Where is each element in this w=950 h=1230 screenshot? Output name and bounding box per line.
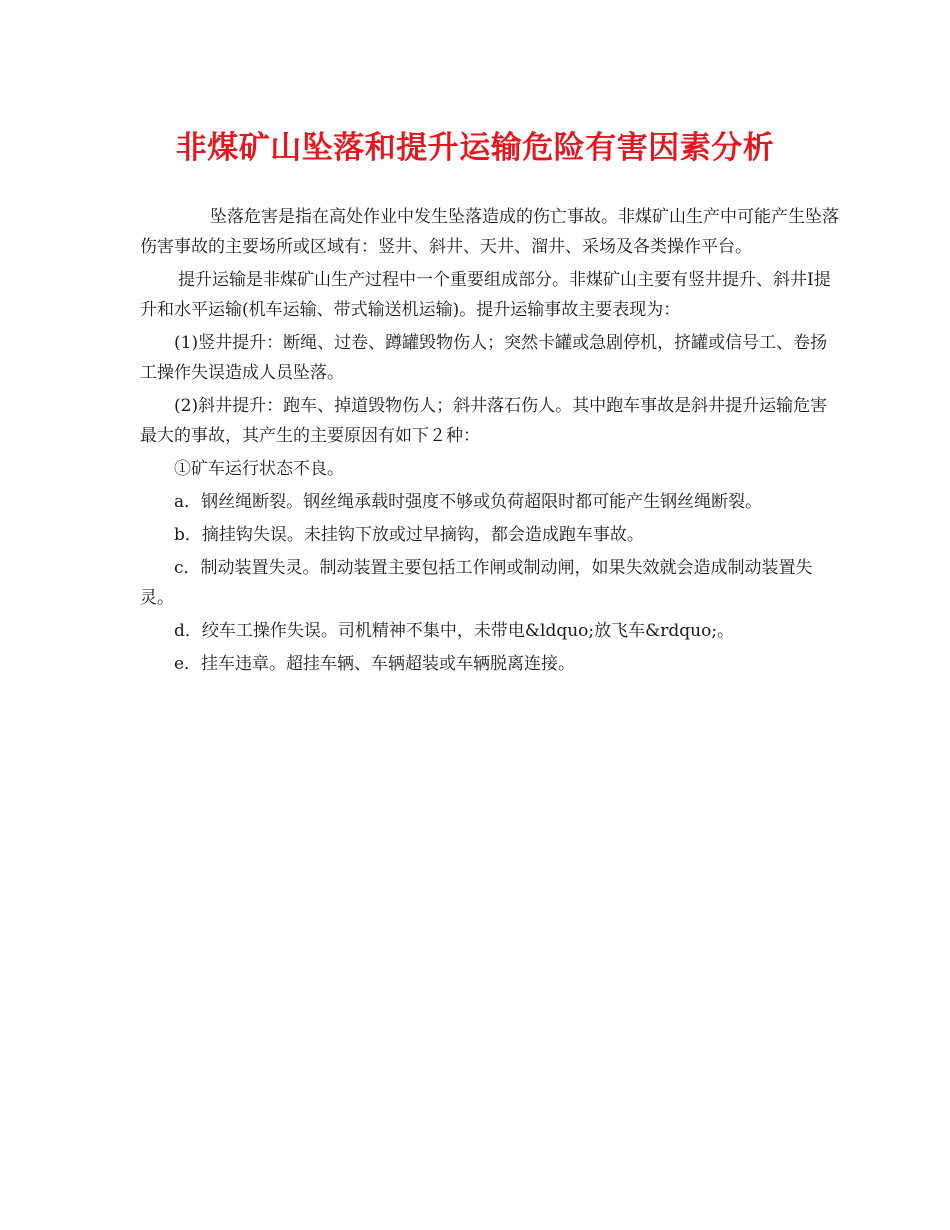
paragraph-hoisting-transport: 提升运输是非煤矿山生产过程中一个重要组成部分。非煤矿山主要有竖井提升、斜井Ⅰ提升和水平运输(机车运输、带式输送机运输)。提升运输事故主要表现为：: [140, 270, 831, 320]
paragraph-item-e: e．挂车违章。超挂车辆、车辆超装或车辆脱离连接。: [174, 654, 576, 674]
paragraph-cause-1: ①矿车运行状态不良。: [174, 459, 344, 479]
paragraph-incline-hoisting: (2)斜井提升：跑车、掉道毁物伤人；斜井落石伤人。其中跑车事故是斜井提升运输危害最大的事故，其产生的主要原因有如下２种：: [140, 396, 828, 446]
paragraph-item-c: c．制动装置失灵。制动装置主要包括工作闸或制动闸，如果失效就会造成制动装置失灵。: [140, 558, 813, 608]
paragraph-shaft-hoisting: (1)竖井提升：断绳、过卷、蹲罐毁物伤人；突然卡罐或急剧停机，挤罐或信号工、卷扬工操作失误造成人员坠落。: [140, 333, 828, 383]
document-body: [140, 202, 840, 682]
paragraph-item-a: a．钢丝绳断裂。钢丝绳承载时强度不够或负荷超限时都可能产生钢丝绳断裂。: [174, 492, 763, 512]
paragraph-item-b: b．摘挂钩失误。未挂钩下放或过早摘钩，都会造成跑车事故。: [174, 525, 644, 545]
document-title: 非煤矿山坠落和提升运输危险有害因素分析: [175, 130, 775, 166]
paragraph-item-d: d．绞车工操作失误。司机精神不集中，未带电&ldquo;放飞车&rdquo;。: [174, 621, 735, 641]
paragraph-fall-hazard: 坠落危害是指在高处作业中发生坠落造成的伤亡事故。非煤矿山生产中可能产生坠落伤害事故的主要场所或区域有：竖井、斜井、天井、溜井、采场及各类操作平台。: [140, 207, 839, 257]
